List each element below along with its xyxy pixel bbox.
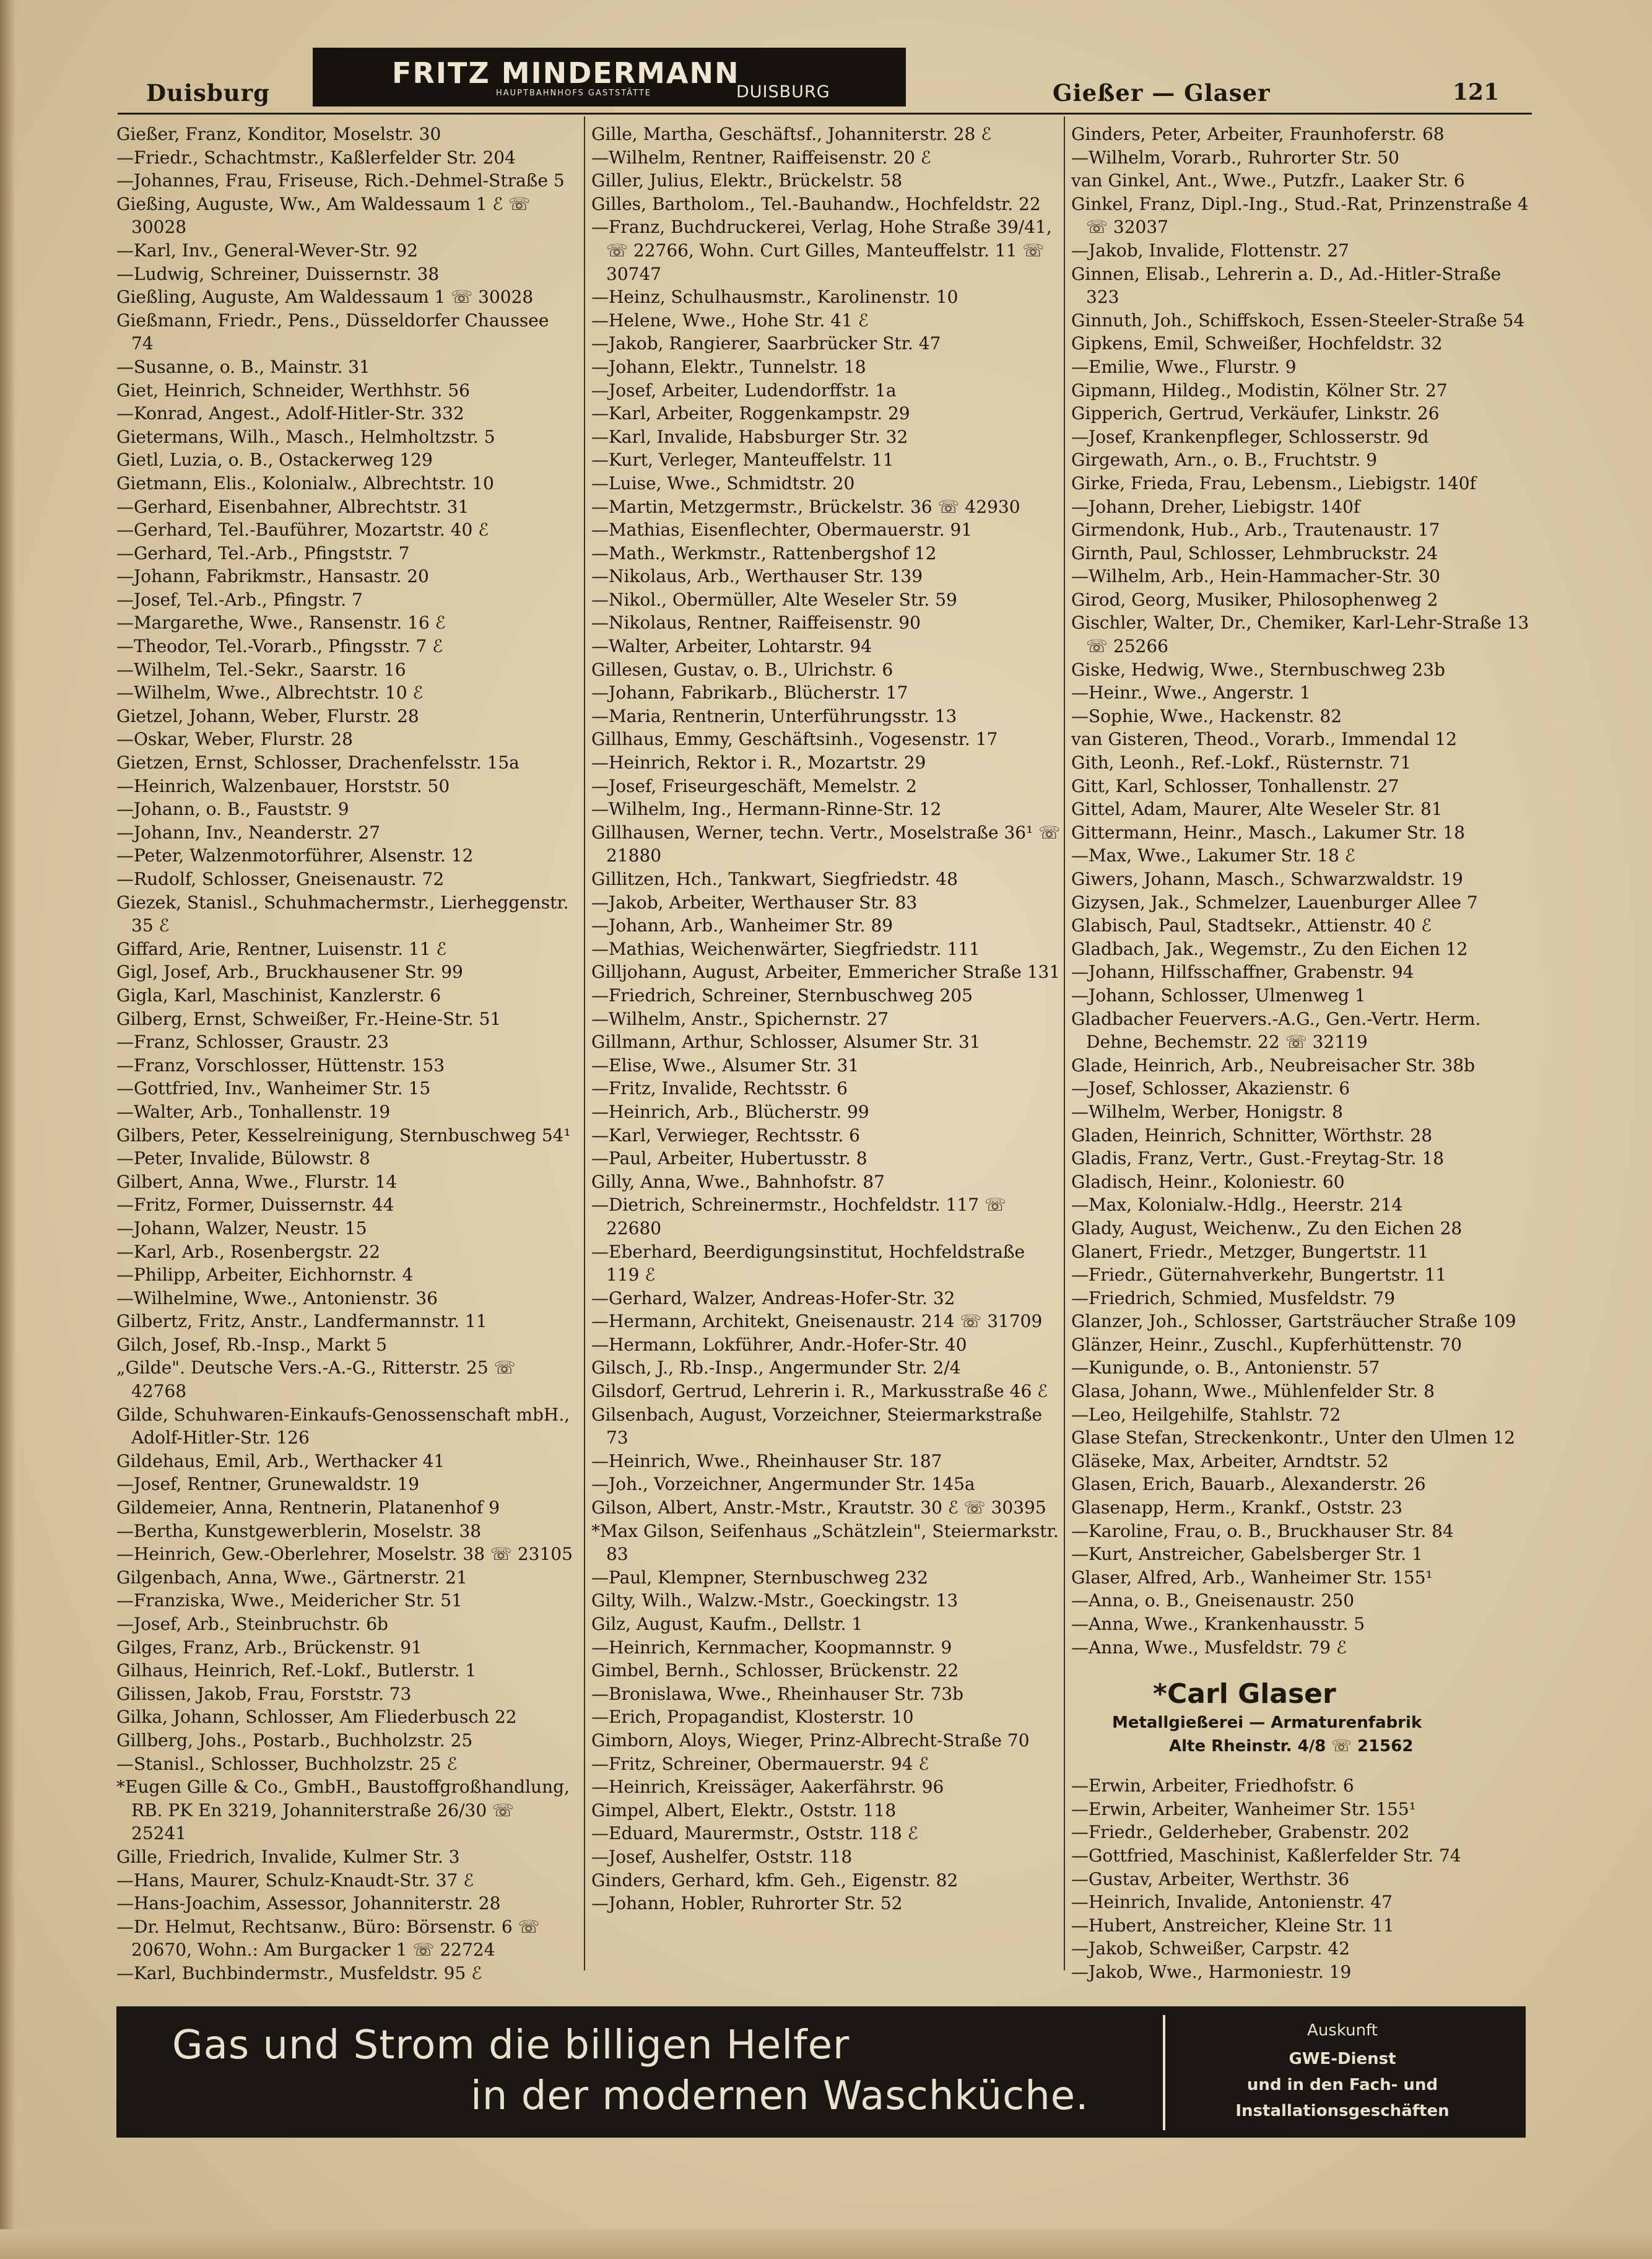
- directory-entry: Gilles, Bartholom., Tel.-Bauhandw., Hochfeldstr. 22: [591, 193, 1041, 214]
- directory-entry: Gilz, August, Kaufm., Dellstr. 1: [591, 1614, 863, 1634]
- directory-entry: —Friedr., Güternahverkehr, Bungertstr. 11: [1071, 1264, 1447, 1286]
- directory-entry: —Mathias, Eisenflechter, Obermauerstr. 91: [591, 520, 973, 541]
- directory-entry: —Johann, Fabrikarb., Blücherstr. 17: [591, 682, 908, 703]
- footer-ad-service-line: Installationsgeschäften: [1235, 2102, 1450, 2120]
- directory-entry: Ginnen, Elisab., Lehrerin a. D., Ad.-Hitler-Straße 323: [1071, 263, 1502, 308]
- directory-entry: Glasenapp, Herm., Krankf., Oststr. 23: [1071, 1497, 1402, 1518]
- directory-entry: —Dr. Helmut, Rechtsanw., Büro: Börsenstr. 6 ☏ 20670, Wohn.: Am Burgacker 1 ☏ 22724: [116, 1916, 540, 1961]
- directory-entry: Glasen, Erich, Bauarb., Alexanderstr. 26: [1071, 1474, 1426, 1495]
- directory-entry: Gilissen, Jakob, Frau, Forststr. 73: [116, 1683, 412, 1704]
- directory-entry: —Hans-Joachim, Assessor, Johanniterstr. 28: [116, 1893, 501, 1914]
- directory-entry: Gillmann, Arthur, Schlosser, Alsumer Str. 31: [591, 1032, 981, 1053]
- directory-entry: Gipperich, Gertrud, Verkäufer, Linkstr. 26: [1071, 403, 1440, 424]
- directory-entry: —Karl, Arbeiter, Roggenkampstr. 29: [591, 403, 910, 424]
- directory-entry: —Wilhelm, Tel.-Sekr., Saarstr. 16: [116, 659, 406, 680]
- directory-entry: —Gottfried, Inv., Wanheimer Str. 15: [116, 1078, 431, 1099]
- directory-entry: Gilges, Franz, Arb., Brückenstr. 91: [116, 1637, 422, 1658]
- directory-entry: —Wilhelm, Arb., Hein-Hammacher-Str. 30: [1071, 566, 1440, 587]
- directory-entry: —Heinrich, Walzenbauer, Horststr. 50: [116, 775, 450, 796]
- directory-entry: —Nikol., Obermüller, Alte Weseler Str. 59: [591, 589, 957, 610]
- directory-entry: —Sophie, Wwe., Hackenstr. 82: [1071, 705, 1342, 726]
- directory-entry: Glanert, Friedr., Metzger, Bungertstr. 11: [1071, 1241, 1429, 1262]
- directory-entry: *Eugen Gille & Co., GmbH., Baustoffgroßhandlung, RB. PK En 3219, Johanniterstraße 26/30 ☏ 25241: [116, 1777, 570, 1844]
- directory-entry: —Peter, Invalide, Bülowstr. 8: [116, 1148, 370, 1169]
- header-city: Duisburg: [146, 79, 271, 107]
- directory-entry: —Johann, Elektr., Tunnelstr. 18: [591, 356, 866, 377]
- directory-entry: —Luise, Wwe., Schmidtstr. 20: [591, 472, 855, 494]
- page-number: 121: [1453, 79, 1500, 105]
- directory-entry: Glänzer, Heinr., Zuschl., Kupferhüttenstr. 70: [1071, 1334, 1462, 1355]
- directory-entry: —Josef, Rentner, Grunewaldstr. 19: [116, 1474, 420, 1495]
- directory-entry: —Heinr., Wwe., Angerstr. 1: [1071, 682, 1311, 703]
- directory-entry: Giet, Heinrich, Schneider, Werthhstr. 56: [116, 380, 470, 401]
- directory-entry: —Paul, Klempner, Sternbuschweg 232: [591, 1567, 928, 1588]
- directory-entry: Gildehaus, Emil, Arb., Werthacker 41: [116, 1450, 445, 1471]
- directory-entry: —Johann, Dreher, Liebigstr. 140f: [1071, 496, 1360, 517]
- directory-entry: Gilgenbach, Anna, Wwe., Gärtnerstr. 21: [116, 1567, 467, 1588]
- directory-entry: Gießmann, Friedr., Pens., Düsseldorfer Chaussee 74: [116, 310, 549, 354]
- directory-entry: —Heinrich, Gew.-Oberlehrer, Moselstr. 38 ☏ 23105: [116, 1544, 573, 1565]
- directory-entry: Gillberg, Johs., Postarb., Buchholzstr. 25: [116, 1730, 473, 1751]
- directory-entry: —Heinrich, Wwe., Rheinhauser Str. 187: [591, 1450, 942, 1471]
- carl-glaser-ad: [1101, 1678, 1532, 1758]
- directory-entry: „Gilde". Deutsche Vers.-A.-G., Ritterstr. 25 ☏ 42768: [116, 1357, 516, 1402]
- directory-entry: Glade, Heinrich, Arb., Neubreisacher Str. 38b: [1071, 1055, 1476, 1076]
- directory-column-3: [1071, 123, 1532, 1984]
- directory-entry: Gigl, Josef, Arb., Bruckhausener Str. 99: [116, 962, 463, 983]
- directory-entry: —Gustav, Arbeiter, Werthstr. 36: [1071, 1868, 1350, 1889]
- directory-entry: —Konrad, Angest., Adolf-Hitler-Str. 332: [116, 403, 464, 424]
- directory-entry: Gläseke, Max, Arbeiter, Arndtstr. 52: [1071, 1450, 1389, 1471]
- directory-entry: —Franziska, Wwe., Meidericher Str. 51: [116, 1590, 463, 1611]
- directory-entry: —Jakob, Rangierer, Saarbrücker Str. 47: [591, 333, 941, 354]
- directory-entry: —Johann, Hobler, Ruhrorter Str. 52: [591, 1893, 903, 1914]
- directory-entry: Glabisch, Paul, Stadtsekr., Attienstr. 40 ℰ: [1071, 915, 1432, 936]
- directory-entry: —Josef, Krankenpfleger, Schlosserstr. 9d: [1071, 426, 1429, 447]
- directory-entry: Gilty, Wilh., Walzw.-Mstr., Goeckingstr. 13: [591, 1590, 959, 1611]
- directory-entry: Girke, Frieda, Frau, Lebensm., Liebigstr. 140f: [1071, 472, 1476, 494]
- directory-entry: —Wilhelm, Anstr., Spichernstr. 27: [591, 1008, 889, 1029]
- directory-entry: Gießer, Franz, Konditor, Moselstr. 30: [116, 124, 441, 144]
- footer-ad-service-line: und in den Fach- und: [1246, 2076, 1438, 2094]
- directory-entry: Gildemeier, Anna, Rentnerin, Platanenhof 9: [116, 1497, 500, 1518]
- directory-entry: —Wilhelm, Rentner, Raiffeisenstr. 20 ℰ: [591, 147, 931, 168]
- directory-entry: Gittel, Adam, Maurer, Alte Weseler Str. 81: [1071, 799, 1443, 820]
- directory-entry: Ginders, Gerhard, kfm. Geh., Eigenstr. 82: [591, 1869, 959, 1891]
- directory-entry: Gietzel, Johann, Weber, Flurstr. 28: [116, 705, 419, 726]
- directory-entry: —Johann, o. B., Fauststr. 9: [116, 799, 349, 820]
- directory-entry: Glaser, Alfred, Arb., Wanheimer Str. 155¹: [1071, 1567, 1433, 1588]
- directory-entry: —Fritz, Invalide, Rechtsstr. 6: [591, 1078, 848, 1099]
- directory-entry: —Josef, Arbeiter, Ludendorffstr. 1a: [591, 380, 897, 401]
- directory-entry: —Hans, Maurer, Schulz-Knaudt-Str. 37 ℰ: [116, 1869, 474, 1891]
- column-divider: [584, 116, 585, 1970]
- directory-entry: —Wilhelm, Werber, Honigstr. 8: [1071, 1101, 1343, 1122]
- directory-entry: Gilsch, J., Rb.-Insp., Angermunder Str. 2/4: [591, 1357, 961, 1378]
- directory-entry: Gipkens, Emil, Schweißer, Hochfeldstr. 32: [1071, 333, 1443, 354]
- directory-column-3-bottom: [1071, 1774, 1532, 1983]
- directory-entry: —Jakob, Invalide, Flottenstr. 27: [1071, 240, 1349, 261]
- header-banner-ad: [313, 48, 906, 107]
- directory-entry: —Eberhard, Beerdigungsinstitut, Hochfeldstraße 119 ℰ: [591, 1241, 1025, 1286]
- directory-entry: Girgewath, Arn., o. B., Fruchtstr. 9: [1071, 450, 1378, 471]
- directory-entry: —Kurt, Anstreicher, Gabelsberger Str. 1: [1071, 1544, 1423, 1565]
- directory-entry: Gille, Friedrich, Invalide, Kulmer Str. 3: [116, 1846, 460, 1867]
- directory-entry: Gith, Leonh., Ref.-Lokf., Rüsternstr. 71: [1071, 752, 1412, 773]
- directory-entry: Ginders, Peter, Arbeiter, Fraunhoferstr. 68: [1071, 124, 1445, 144]
- directory-entry: Glase Stefan, Streckenkontr., Unter den Ulmen 12: [1071, 1427, 1515, 1448]
- directory-entry: —Elise, Wwe., Alsumer Str. 31: [591, 1055, 859, 1076]
- directory-entry: —Gerhard, Tel.-Arb., Pfingststr. 7: [116, 542, 410, 564]
- directory-entry: —Friedrich, Schmied, Musfeldstr. 79: [1071, 1287, 1396, 1308]
- directory-entry: *Max Gilson, Seifenhaus „Schätzlein", Steiermarkstr. 83: [591, 1520, 1059, 1565]
- directory-entry: —Eduard, Maurermstr., Oststr. 118 ℰ: [591, 1823, 918, 1844]
- directory-entry: Gitt, Karl, Schlosser, Tonhallenstr. 27: [1071, 775, 1399, 796]
- directory-entry: —Rudolf, Schlosser, Gneisenaustr. 72: [116, 869, 445, 889]
- directory-entry: Gillitzen, Hch., Tankwart, Siegfriedstr. 48: [591, 869, 958, 889]
- directory-entry: —Wilhelm, Vorarb., Ruhrorter Str. 50: [1071, 147, 1399, 168]
- directory-entry: Gilson, Albert, Anstr.-Mstr., Krautstr. 30 ℰ ☏ 30395: [591, 1497, 1046, 1518]
- directory-entry: Gietmann, Elis., Kolonialw., Albrechtstr. 10: [116, 472, 494, 494]
- directory-entry: Giwers, Johann, Masch., Schwarzwaldstr. 19: [1071, 869, 1463, 889]
- directory-entry: Gillhaus, Emmy, Geschäftsinh., Vogesenstr. 17: [591, 729, 998, 750]
- banner-city: DUISBURG: [736, 82, 830, 102]
- directory-entry: —Jakob, Arbeiter, Werthauser Str. 83: [591, 892, 918, 913]
- directory-entry: —Philipp, Arbeiter, Eichhornstr. 4: [116, 1264, 414, 1286]
- directory-entry: Gilde, Schuhwaren-Einkaufs-Genossenschaft mbH., Adolf-Hitler-Str. 126: [116, 1404, 570, 1448]
- directory-entry: van Ginkel, Ant., Wwe., Putzfr., Laaker Str. 6: [1071, 170, 1465, 191]
- directory-entry: —Theodor, Tel.-Vorarb., Pfingsstr. 7 ℰ: [116, 636, 443, 657]
- directory-entry: —Helene, Wwe., Hohe Str. 41 ℰ: [591, 310, 869, 331]
- directory-entry: —Franz, Buchdruckerei, Verlag, Hohe Straße 39/41, ☏ 22766, Wohn. Curt Gilles, Manteuffelstr. 11 ☏ 30747: [591, 217, 1052, 284]
- directory-entry: —Maria, Rentnerin, Unterführungsstr. 13: [591, 705, 957, 726]
- banner-subtitle: HAUPTBAHNHOFS GASTSTÄTTE: [496, 89, 652, 98]
- directory-entry: —Gerhard, Walzer, Andreas-Hofer-Str. 32: [591, 1287, 955, 1308]
- directory-entry: —Joh., Vorzeichner, Angermunder Str. 145a: [591, 1474, 975, 1495]
- directory-entry: Gilhaus, Heinrich, Ref.-Lokf., Butlerstr. 1: [116, 1660, 477, 1681]
- directory-entry: Gilsenbach, August, Vorzeichner, Steiermarkstraße 73: [591, 1404, 1043, 1448]
- directory-entry: —Heinrich, Rektor i. R., Mozartstr. 29: [591, 752, 926, 773]
- directory-entry: Gilbertz, Fritz, Anstr., Landfermannstr. 11: [116, 1311, 487, 1332]
- footer-ad-divider: [1163, 2015, 1165, 2130]
- directory-entry: Gillesen, Gustav, o. B., Ulrichstr. 6: [591, 659, 893, 680]
- directory-entry: Giezek, Stanisl., Schuhmachermstr., Lierheggenstr. 35 ℰ: [116, 892, 569, 936]
- directory-entry: —Paul, Arbeiter, Hubertusstr. 8: [591, 1148, 867, 1169]
- directory-entry: Gladbacher Feuervers.-A.G., Gen.-Vertr. Herm. Dehne, Bechemstr. 22 ☏ 32119: [1071, 1008, 1481, 1053]
- directory-entry: —Susanne, o. B., Mainstr. 31: [116, 356, 370, 377]
- directory-entry: Gietermans, Wilh., Masch., Helmholtzstr. 5: [116, 426, 495, 447]
- directory-column-3-top: [1071, 123, 1532, 1659]
- directory-entry: Glasa, Johann, Wwe., Mühlenfelder Str. 8: [1071, 1381, 1435, 1402]
- directory-entry: —Nikolaus, Arb., Werthauser Str. 139: [591, 566, 923, 587]
- directory-entry: —Gerhard, Tel.-Bauführer, Mozartstr. 40 ℰ: [116, 520, 489, 541]
- directory-entry: —Heinrich, Invalide, Antonienstr. 47: [1071, 1892, 1393, 1913]
- directory-entry: —Erich, Propagandist, Klosterstr. 10: [591, 1707, 914, 1728]
- directory-entry: —Kunigunde, o. B., Antonienstr. 57: [1071, 1357, 1380, 1378]
- directory-entry: van Gisteren, Theod., Vorarb., Immendal 12: [1071, 729, 1457, 750]
- directory-entry: Gilljohann, August, Arbeiter, Emmericher Straße 131: [591, 962, 1061, 983]
- directory-entry: Girod, Georg, Musiker, Philosophenweg 2: [1071, 589, 1438, 610]
- directory-entry: Gittermann, Heinr., Masch., Lakumer Str. 18: [1071, 822, 1465, 843]
- directory-entry: —Karl, Arb., Rosenbergstr. 22: [116, 1241, 381, 1262]
- directory-entry: Gladen, Heinrich, Schnitter, Wörthstr. 28: [1071, 1125, 1433, 1146]
- directory-entry: Gladbach, Jak., Wegemstr., Zu den Eichen 12: [1071, 938, 1468, 959]
- directory-entry: Gietl, Luzia, o. B., Ostackerweg 129: [116, 450, 433, 471]
- directory-entry: —Johannes, Frau, Friseuse, Rich.-Dehmel-Straße 5: [116, 170, 565, 191]
- directory-entry: Giffard, Arie, Rentner, Luisenstr. 11 ℰ: [116, 938, 447, 959]
- book-spine-edge: [0, 0, 16, 2259]
- directory-entry: —Josef, Schlosser, Akazienstr. 6: [1071, 1078, 1350, 1099]
- directory-entry: —Josef, Tel.-Arb., Pfingstr. 7: [116, 589, 363, 610]
- directory-entry: —Walter, Arbeiter, Lohtarstr. 94: [591, 636, 872, 657]
- directory-entry: —Leo, Heilgehilfe, Stahlstr. 72: [1071, 1404, 1341, 1425]
- directory-entry: —Friedr., Schachtmstr., Kaßlerfelder Str. 204: [116, 147, 516, 168]
- directory-entry: Gilka, Johann, Schlosser, Am Fliederbusch 22: [116, 1707, 517, 1728]
- directory-entry: —Oskar, Weber, Flurstr. 28: [116, 729, 353, 750]
- directory-entry: Gimborn, Aloys, Wieger, Prinz-Albrecht-Straße 70: [591, 1730, 1030, 1751]
- directory-entry: —Gottfried, Maschinist, Kaßlerfelder Str. 74: [1071, 1845, 1461, 1866]
- directory-entry: —Johann, Fabrikmstr., Hansastr. 20: [116, 566, 429, 587]
- footer-advertisement: [116, 2006, 1526, 2138]
- directory-entry: —Heinrich, Arb., Blücherstr. 99: [591, 1101, 869, 1122]
- directory-entry: Glanzer, Joh., Schlosser, Gartsträucher Straße 109: [1071, 1311, 1516, 1332]
- directory-entry: —Josef, Friseurgeschäft, Memelstr. 2: [591, 775, 917, 796]
- directory-entry: Gilbert, Anna, Wwe., Flurstr. 14: [116, 1171, 398, 1192]
- directory-entry: —Emilie, Wwe., Flurstr. 9: [1071, 356, 1297, 377]
- directory-entry: —Anna, o. B., Gneisenaustr. 250: [1071, 1590, 1355, 1611]
- directory-entry: Gießling, Auguste, Am Waldessaum 1 ☏ 30028: [116, 287, 534, 308]
- directory-entry: —Gerhard, Eisenbahner, Albrechtstr. 31: [116, 496, 469, 517]
- directory-entry: Gimbel, Bernh., Schlosser, Brückenstr. 22: [591, 1660, 959, 1681]
- directory-entry: Ginkel, Franz, Dipl.-Ing., Stud.-Rat, Prinzenstraße 4 ☏ 32037: [1071, 193, 1529, 238]
- directory-entry: Gießing, Auguste, Ww., Am Waldessaum 1 ℰ ☏ 30028: [116, 193, 531, 238]
- directory-entry: —Heinz, Schulhausmstr., Karolinenstr. 10: [591, 287, 959, 308]
- directory-entry: Gilch, Josef, Rb.-Insp., Markt 5: [116, 1334, 388, 1355]
- directory-entry: —Wilhelm, Wwe., Albrechtstr. 10 ℰ: [116, 682, 424, 703]
- directory-entry: —Josef, Arb., Steinbruchstr. 6b: [116, 1614, 388, 1634]
- directory-entry: —Johann, Inv., Neanderstr. 27: [116, 822, 381, 843]
- directory-entry: —Bertha, Kunstgewerblerin, Moselstr. 38: [116, 1520, 482, 1541]
- directory-entry: —Max, Kolonialw.-Hdlg., Heerstr. 214: [1071, 1195, 1403, 1216]
- directory-entry: —Max, Wwe., Lakumer Str. 18 ℰ: [1071, 845, 1355, 866]
- directory-entry: Gizysen, Jak., Schmelzer, Lauenburger Allee 7: [1071, 892, 1478, 913]
- directory-entry: Girmendonk, Hub., Arb., Trautenaustr. 17: [1071, 520, 1440, 541]
- directory-entry: Gischler, Walter, Dr., Chemiker, Karl-Lehr-Straße 13 ☏ 25266: [1071, 612, 1529, 657]
- directory-entry: Gipmann, Hildeg., Modistin, Kölner Str. 27: [1071, 380, 1448, 401]
- directory-entry: —Anna, Wwe., Musfeldstr. 79 ℰ: [1071, 1637, 1347, 1658]
- directory-entry: —Margarethe, Wwe., Ransenstr. 16 ℰ: [116, 612, 446, 633]
- directory-entry: Gilly, Anna, Wwe., Bahnhofstr. 87: [591, 1171, 885, 1192]
- header-rule: [118, 113, 1532, 115]
- directory-entry: Girnth, Paul, Schlosser, Lehmbruckstr. 24: [1071, 542, 1438, 564]
- directory-entry: —Friedr., Gelderheber, Grabenstr. 202: [1071, 1822, 1410, 1843]
- directory-entry: —Heinrich, Kreissäger, Aakerfährstr. 96: [591, 1777, 944, 1798]
- directory-entry: —Wilhelm, Ing., Hermann-Rinne-Str. 12: [591, 799, 942, 820]
- directory-entry: Glady, August, Weichenw., Zu den Eichen 28: [1071, 1217, 1463, 1238]
- directory-entry: —Josef, Aushelfer, Oststr. 118: [591, 1846, 853, 1867]
- directory-entry: —Ludwig, Schreiner, Duissernstr. 38: [116, 263, 440, 284]
- directory-entry: —Peter, Walzenmotorführer, Alsenstr. 12: [116, 845, 474, 866]
- directory-entry: Gilbers, Peter, Kesselreinigung, Sternbuschweg 54¹: [116, 1125, 571, 1146]
- directory-entry: —Johann, Schlosser, Ulmenweg 1: [1071, 985, 1366, 1006]
- directory-entry: —Fritz, Schreiner, Obermauerstr. 94 ℰ: [591, 1753, 929, 1774]
- directory-entry: —Hermann, Architekt, Gneisenaustr. 214 ☏ 31709: [591, 1311, 1043, 1332]
- directory-entry: Gilberg, Ernst, Schweißer, Fr.-Heine-Str. 51: [116, 1008, 502, 1029]
- directory-entry: Giller, Julius, Elektr., Brückelstr. 58: [591, 170, 903, 191]
- page-bottom-edge: [0, 2229, 1652, 2259]
- footer-ad-service: GWE-Dienst: [1289, 2050, 1396, 2068]
- footer-ad-info-label: Auskunft: [1307, 2021, 1378, 2040]
- ad-title: *Carl Glaser: [1153, 1678, 1336, 1710]
- directory-entry: —Dietrich, Schreinermstr., Hochfeldstr. 117 ☏ 22680: [591, 1195, 1006, 1238]
- directory-entry: Gillhausen, Werner, techn. Vertr., Moselstraße 36¹ ☏ 21880: [591, 822, 1061, 866]
- directory-entry: —Stanisl., Schlosser, Buchholzstr. 25 ℰ: [116, 1753, 458, 1774]
- directory-entry: —Karl, Invalide, Habsburger Str. 32: [591, 426, 908, 447]
- directory-entry: —Johann, Hilfsschaffner, Grabenstr. 94: [1071, 962, 1414, 983]
- directory-entry: Gietzen, Ernst, Schlosser, Drachenfelsstr. 15a: [116, 752, 520, 773]
- directory-entry: —Martin, Metzgermstr., Brückelstr. 36 ☏ 42930: [591, 496, 1020, 517]
- directory-entry: Gladisch, Heinr., Koloniestr. 60: [1071, 1171, 1345, 1192]
- directory-entry: —Erwin, Arbeiter, Wanheimer Str. 155¹: [1071, 1798, 1416, 1819]
- directory-entry: —Math., Werkmstr., Rattenbergshof 12: [591, 542, 937, 564]
- footer-ad-line2: in der modernen Waschküche.: [471, 2073, 1089, 2119]
- footer-ad-line1: Gas und Strom die billigen Helfer: [172, 2022, 850, 2068]
- banner-brand: FRITZ MINDERMANN: [392, 56, 740, 90]
- directory-entry: —Erwin, Arbeiter, Friedhofstr. 6: [1071, 1775, 1354, 1796]
- directory-entry: Giske, Hedwig, Wwe., Sternbuschweg 23b: [1071, 659, 1445, 680]
- directory-entry: —Karl, Buchbindermstr., Musfeldstr. 95 ℰ: [116, 1962, 482, 1983]
- directory-entry: —Hubert, Anstreicher, Kleine Str. 11: [1071, 1915, 1394, 1936]
- directory-entry: —Hermann, Lokführer, Andr.-Hofer-Str. 40: [591, 1334, 967, 1355]
- directory-entry: —Johann, Arb., Wanheimer Str. 89: [591, 915, 893, 936]
- directory-entry: —Franz, Schlosser, Graustr. 23: [116, 1032, 389, 1053]
- directory-entry: —Kurt, Verleger, Manteuffelstr. 11: [591, 450, 894, 471]
- directory-entry: Gilsdorf, Gertrud, Lehrerin i. R., Markusstraße 46 ℰ: [591, 1381, 1048, 1402]
- directory-entry: —Jakob, Schweißer, Carpstr. 42: [1071, 1938, 1350, 1959]
- directory-entry: —Fritz, Former, Duissernstr. 44: [116, 1195, 394, 1216]
- directory-entry: Gimpel, Albert, Elektr., Oststr. 118: [591, 1800, 897, 1821]
- directory-entry: —Jakob, Wwe., Harmoniestr. 19: [1071, 1961, 1352, 1982]
- directory-entry: —Johann, Walzer, Neustr. 15: [116, 1217, 367, 1238]
- directory-entry: Gigla, Karl, Maschinist, Kanzlerstr. 6: [116, 985, 441, 1006]
- directory-entry: —Walter, Arb., Tonhallenstr. 19: [116, 1101, 391, 1122]
- directory-entry: —Karl, Verwieger, Rechtsstr. 6: [591, 1125, 860, 1146]
- directory-column-1: [116, 123, 575, 1985]
- directory-entry: —Franz, Vorschlosser, Hüttenstr. 153: [116, 1055, 445, 1076]
- directory-entry: —Anna, Wwe., Krankenhausstr. 5: [1071, 1614, 1365, 1634]
- directory-entry: —Karl, Inv., General-Wever-Str. 92: [116, 240, 419, 261]
- directory-entry: —Karoline, Frau, o. B., Bruckhauser Str. 84: [1071, 1520, 1454, 1541]
- directory-entry: Ginnuth, Joh., Schiffskoch, Essen-Steeler-Straße 54: [1071, 310, 1525, 331]
- directory-entry: Gille, Martha, Geschäftsf., Johanniterstr. 28 ℰ: [591, 124, 992, 144]
- directory-entry: —Wilhelmine, Wwe., Antonienstr. 36: [116, 1287, 438, 1308]
- ad-address: Alte Rheinstr. 4/8 ☏ 21562: [1169, 1737, 1414, 1756]
- directory-entry: —Nikolaus, Rentner, Raiffeisenstr. 90: [591, 612, 921, 633]
- directory-entry: —Bronislawa, Wwe., Rheinhauser Str. 73b: [591, 1683, 964, 1704]
- directory-entry: —Heinrich, Kernmacher, Koopmannstr. 9: [591, 1637, 952, 1658]
- directory-entry: —Friedrich, Schreiner, Sternbuschweg 205: [591, 985, 973, 1006]
- ad-subtitle: Metallgießerei — Armaturenfabrik: [1112, 1713, 1422, 1733]
- directory-column-2: [591, 123, 1062, 1915]
- column-divider: [1064, 116, 1065, 1970]
- header-range: Gießer — Glaser: [1053, 79, 1271, 107]
- directory-entry: —Mathias, Weichenwärter, Siegfriedstr. 111: [591, 938, 980, 959]
- directory-entry: Gladis, Franz, Vertr., Gust.-Freytag-Str. 18: [1071, 1148, 1445, 1169]
